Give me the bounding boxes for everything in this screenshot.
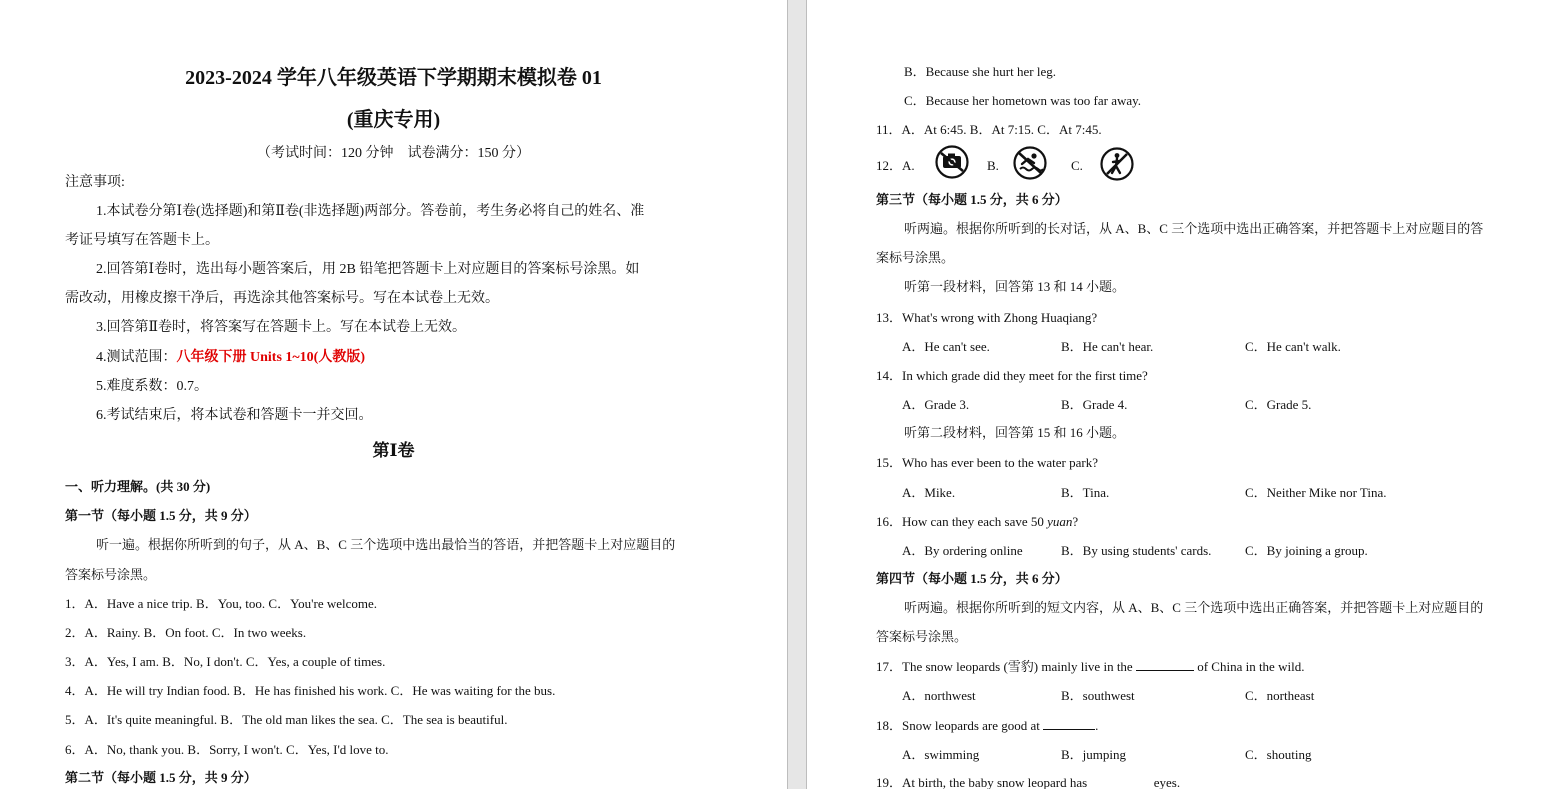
- part1-heading: 一、听力理解。(共 30 分): [65, 479, 211, 494]
- question-18-end: .: [1095, 718, 1099, 733]
- dialog-2-note: 听第二段材料，回答第 15 和 16 小题。: [904, 425, 1126, 440]
- answer-blank: [1043, 718, 1095, 730]
- question-19-end: eyes.: [1150, 775, 1181, 789]
- volume-heading: 第Ⅰ卷: [372, 441, 415, 460]
- question-14-option-c: C．Grade 5.: [1245, 397, 1312, 412]
- question-14-option-b: B．Grade 4.: [1061, 397, 1128, 412]
- section1-instructions-b: 答案标号涂黑。: [65, 567, 157, 582]
- question-17-end: of China in the wild.: [1193, 659, 1305, 674]
- notice-3: 3.回答第Ⅱ卷时，将答案写在答题卡上。写在本试卷上无效。: [96, 320, 467, 335]
- notice-heading: 注意事项:: [65, 175, 125, 190]
- notice-4-label: 4.测试范围：: [96, 350, 177, 365]
- question-15-option-a: A．Mike.: [902, 485, 956, 500]
- dialog-1-note: 听第一段材料，回答第 13 和 14 小题。: [904, 279, 1126, 294]
- question-15-option-c: C．Neither Mike nor Tina.: [1245, 485, 1387, 500]
- exam-title: 2023-2024 学年八年级英语下学期期末模拟卷 01: [185, 67, 602, 89]
- notice-4: [96, 350, 365, 366]
- question-17-option-b: B．southwest: [1061, 688, 1135, 703]
- question-17: [876, 659, 1304, 675]
- section3-instructions-a: 听两遍。根据你所听到的长对话，从 A、B、C 三个选项中选出正确答案，并把答题卡上对应题目的答: [904, 221, 1484, 236]
- question-14-option-a: A．Grade 3.: [902, 397, 970, 412]
- test-scope: 八年级下册 Units 1~10(人教版): [176, 350, 366, 365]
- section3-instructions-b: 案标号涂黑。: [876, 250, 955, 265]
- page-divider-left: [787, 0, 788, 789]
- question-16-option-c: C．By joining a group.: [1245, 543, 1368, 558]
- question-13-option-c: C．He can't walk.: [1245, 339, 1341, 354]
- notice-1a: 1.本试卷分第Ⅰ卷(选择题)和第Ⅱ卷(非选择题)两部分。答卷前，考生务必将自己的姓名、准: [96, 204, 645, 219]
- question-13-option-a: A．He can't see.: [902, 339, 990, 354]
- question-18-option-a: A．swimming: [902, 747, 980, 762]
- question-15: 15．Who has ever been to the water park?: [876, 455, 1098, 470]
- notice-2b: 需改动，用橡皮擦干净后，再选涂其他答案标号。写在本试卷上无效。: [65, 291, 499, 306]
- section1-instructions-a: 听一遍。根据你所听到的句子，从 A、B、C 三个选项中选出最恰当的答语，并把答题卡上对应题目的: [96, 537, 676, 552]
- question-19-text: 19．At birth, the baby snow leopard has: [876, 775, 1091, 789]
- no-swimming-icon: [1013, 146, 1047, 180]
- question-4: 4．A．He will try Indian food. B．He has finished his work. C．He was waiting for the bus.: [65, 683, 556, 698]
- question-18-option-c: C．shouting: [1245, 747, 1312, 762]
- exam-info: （考试时间：120 分钟 试卷满分：150 分）: [257, 146, 530, 161]
- question-12-option-c-label: C.: [1071, 158, 1083, 173]
- question-16-option-b: B．By using students' cards.: [1061, 543, 1212, 558]
- question-2: 2．A．Rainy. B．On foot. C．In two weeks.: [65, 625, 307, 640]
- question-1: 1．A．Have a nice trip. B．You, too. C．You're welcome.: [65, 596, 378, 611]
- question-17-text: 17．The snow leopards (雪豹) mainly live in the: [876, 659, 1136, 674]
- no-photography-icon: [935, 145, 969, 179]
- document-page-right: [807, 0, 1554, 789]
- question-18: [876, 718, 1098, 734]
- section4-instructions-b: 答案标号涂黑。: [876, 629, 968, 644]
- section4-instructions-a: 听两遍。根据你所听到的短文内容，从 A、B、C 三个选项中选出正确答案，并把答题卡上对应题目的: [904, 600, 1484, 615]
- question-12-label: 12．A.: [876, 158, 915, 173]
- question-16-option-a: A．By ordering online: [902, 543, 1023, 558]
- question-16-text: 16．How can they each save 50: [876, 514, 1048, 529]
- question-13: 13．What's wrong with Zhong Huaqiang?: [876, 310, 1098, 325]
- section1-heading: 第一节（每小题 1.5 分，共 9 分）: [65, 508, 257, 523]
- question-18-option-b: B．jumping: [1061, 747, 1127, 762]
- answer-blank: [1136, 659, 1194, 671]
- section2-heading: 第二节（每小题 1.5 分，共 9 分）: [65, 770, 257, 785]
- question-16: [876, 514, 1078, 530]
- notice-2a: 2.回答第Ⅰ卷时，选出每小题答案后，用 2B 铅笔把答题卡上对应题目的答案标号涂黑。如: [96, 262, 640, 277]
- question-15-option-b: B．Tina.: [1061, 485, 1110, 500]
- question-17-option-c: C．northeast: [1245, 688, 1315, 703]
- question-11: 11．A．At 6:45. B．At 7:15. C．At 7:45.: [876, 122, 1102, 137]
- section4-heading: 第四节（每小题 1.5 分，共 6 分）: [876, 571, 1068, 586]
- no-pedestrians-icon: [1100, 147, 1134, 181]
- question-10-option-b: B．Because she hurt her leg.: [904, 64, 1056, 79]
- question-10-option-c: C．Because her hometown was too far away.: [904, 93, 1142, 108]
- question-13-option-b: B．He can't hear.: [1061, 339, 1154, 354]
- question-12-option-b-label: B.: [987, 158, 999, 173]
- answer-blank: [1090, 776, 1150, 787]
- question-6: 6．A．No, thank you. B．Sorry, I won't. C．Yes, I'd love to.: [65, 742, 389, 757]
- exam-subtitle: (重庆专用): [346, 109, 441, 131]
- question-14: 14．In which grade did they meet for the first time?: [876, 368, 1148, 383]
- question-18-text: 18．Snow leopards are good at: [876, 718, 1044, 733]
- notice-6: 6.考试结束后，将本试卷和答题卡一并交回。: [96, 408, 373, 423]
- question-16-end: ?: [1072, 514, 1079, 529]
- question-3: 3．A．Yes, I am. B．No, I don't. C．Yes, a couple of times.: [65, 654, 386, 669]
- notice-5: 5.难度系数：0.7。: [96, 379, 208, 394]
- question-16-italic: yuan: [1047, 514, 1073, 529]
- question-5: 5．A．It's quite meaningful. B．The old man likes the sea. C．The sea is beautiful.: [65, 712, 508, 727]
- question-17-option-a: A．northwest: [902, 688, 976, 703]
- notice-1b: 考证号填写在答题卡上。: [65, 233, 219, 248]
- question-19: [876, 775, 1180, 789]
- section3-heading: 第三节（每小题 1.5 分，共 6 分）: [876, 192, 1068, 207]
